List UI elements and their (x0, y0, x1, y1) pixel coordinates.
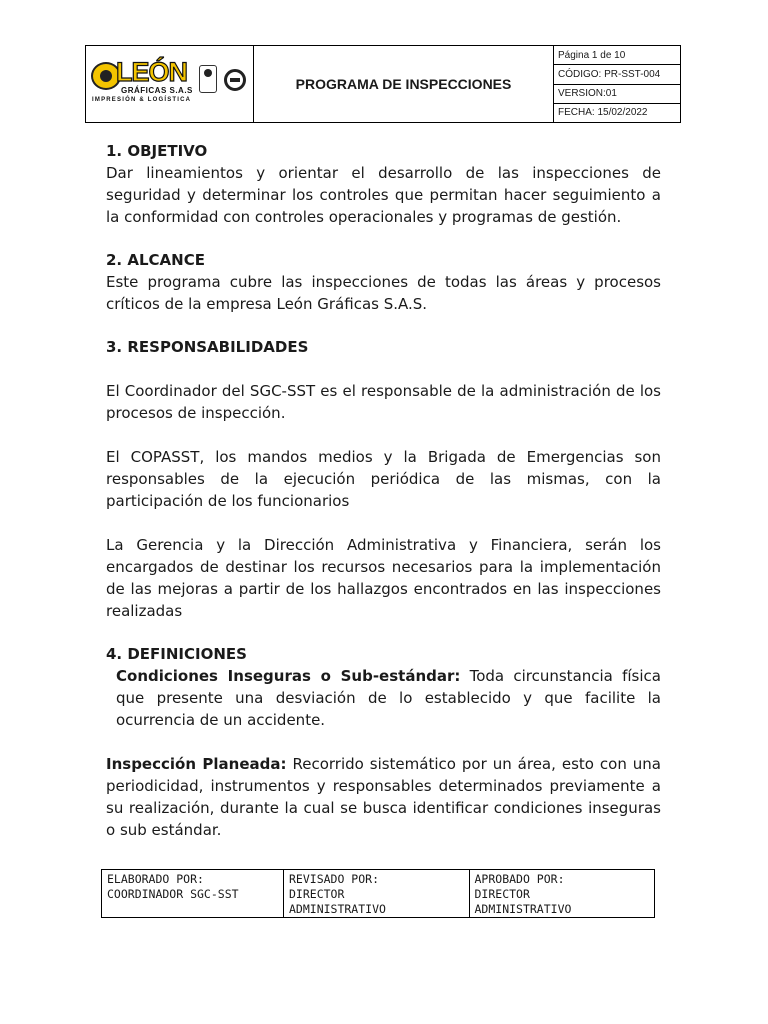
company-logo (86, 46, 254, 122)
certification-seal-icon (224, 69, 246, 91)
certification-badge-icon (199, 65, 217, 93)
revisado-label: REVISADO POR: (289, 872, 380, 886)
elaborado-cell (102, 870, 284, 917)
section-text-objetivo: Dar lineamientos y orientar el desarrollo de las inspecciones de seguridad y determinar los controles que permitan hacer seguimiento a la conformidad con controles operacionales y programas de gestión. (106, 164, 661, 226)
aprobado-value: ADMINISTRATIVO (474, 902, 572, 916)
revisado-value: DIRECTOR (289, 887, 345, 901)
revisado-cell (284, 870, 470, 917)
section-heading-definiciones: 4. DEFINICIONES (106, 645, 247, 663)
definition-condiciones-inseguras (106, 665, 661, 731)
document-body (106, 140, 661, 841)
section-heading-alcance: 2. ALCANCE (106, 251, 205, 269)
document-code: CÓDIGO: PR-SST-004 (554, 65, 680, 84)
responsabilidades-paragraph: El COPASST, los mandos medios y la Brigada de Emergencias son responsables de la ejecución periódica de las mismas, con la participación de los funcionarios (106, 448, 661, 510)
document-header (85, 45, 681, 123)
document-meta (554, 46, 680, 122)
section-text-alcance: Este programa cubre las inspecciones de todas las áreas y procesos críticos de la empresa León Gráficas S.A.S. (106, 273, 661, 313)
page-number: Página 1 de 10 (554, 46, 680, 65)
section-heading-responsabilidades: 3. RESPONSABILIDADES (106, 338, 309, 356)
elaborado-value: COORDINADOR SGC-SST (107, 887, 239, 901)
logo-brand: LEÓN (116, 57, 188, 87)
definition-text: Recorrido sistemático por un área, esto con una periodicidad, instrumentos y responsables determinados previamente a su realización, durante la cual se busca identificar condiciones inseguras o sub estándar. (106, 755, 661, 839)
aprobado-label: APROBADO POR: (474, 872, 565, 886)
revisado-value: ADMINISTRATIVO (289, 902, 386, 916)
definition-text: Toda circunstancia física que presente una desviación de lo establecido y que facilite la ocurrencia de un accidente. (116, 667, 661, 729)
aprobado-cell (470, 870, 655, 917)
responsabilidades-paragraph: La Gerencia y la Dirección Administrativa y Financiera, serán los encargados de destinar los recursos necesarios para la implementación de las mejoras a partir de los hallazgos encontrados en las inspecciones realizadas (106, 536, 661, 620)
logo-tagline: IMPRESIÓN & LOGÍSTICA (92, 97, 192, 103)
definition-term: Inspección Planeada: (106, 755, 287, 773)
logo-subtitle: GRÁFICAS S.A.S (121, 86, 193, 95)
approval-footer (101, 869, 655, 918)
document-date: FECHA: 15/02/2022 (558, 107, 648, 119)
document-version: VERSION:01 (554, 85, 680, 104)
document-title: PROGRAMA DE INSPECCIONES (254, 46, 554, 122)
definition-inspeccion-planeada (106, 753, 661, 841)
elaborado-label: ELABORADO POR: (107, 872, 204, 886)
responsabilidades-paragraph: El Coordinador del SGC-SST es el responsable de la administración de los procesos de inspección. (106, 382, 661, 422)
section-heading-objetivo: 1. OBJETIVO (106, 142, 208, 160)
definition-term: Condiciones Inseguras o Sub-estándar: (116, 667, 461, 685)
aprobado-value: DIRECTOR (474, 887, 530, 901)
